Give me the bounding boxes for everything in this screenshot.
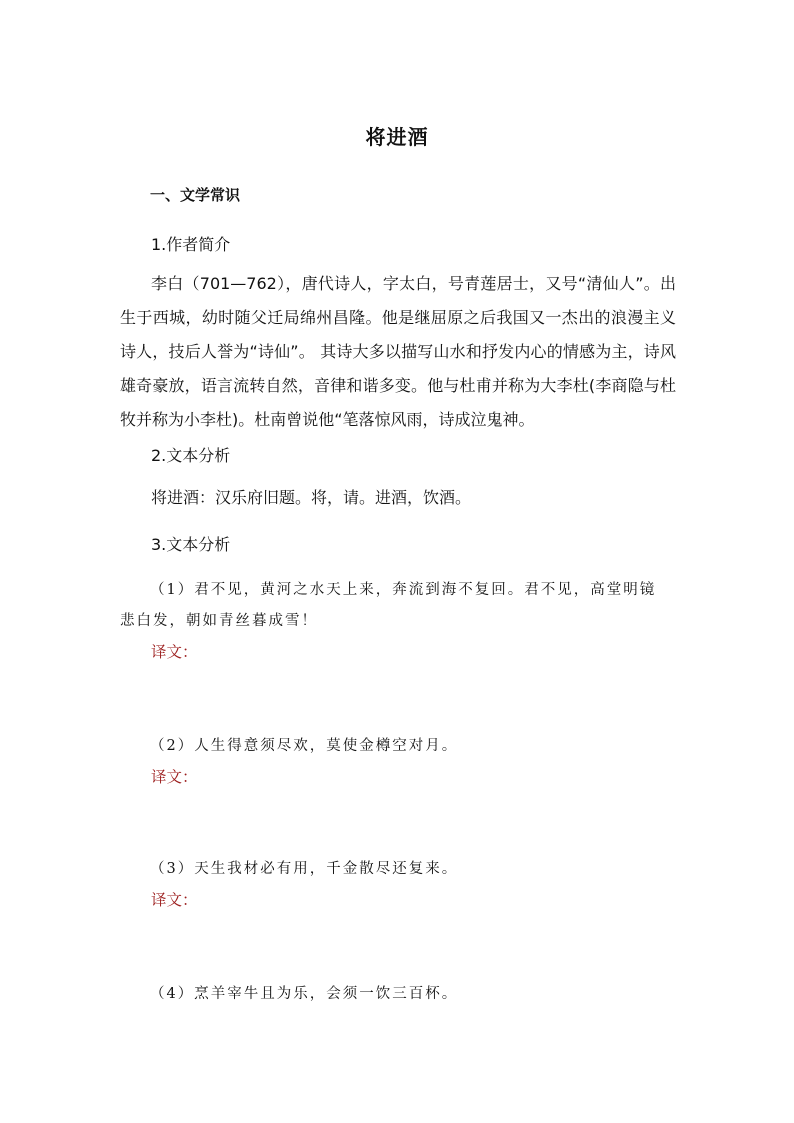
translation-label-2: 译文： — [151, 768, 198, 786]
translation-label-3: 译文： — [151, 891, 198, 909]
poem-line-1a: （1）君不见，黄河之水天上来，奔流到海不复回。君不见，高堂明镜 — [150, 582, 657, 598]
poem-line-3: （3）天生我材必有用，千金散尽还复来。 — [150, 861, 459, 877]
poem-line-2: （2）人生得意须尽欢，莫使金樽空对月。 — [150, 738, 459, 754]
subheading-text-analysis-1: 2.文本分析 — [151, 446, 231, 465]
author-bio-paragraph: 李白（701—762），唐代诗人，字太白，号青莲居士，又号“清仙人”。出生于西城，幼时随父迁局绵州昌隆。他是继屈原之后我国又一杰出的浪漫主义诗人，技后人誉为“诗仙”。 其诗大多以描写山水和抒发内心的情感为主，诗风雄奇豪放，语言流转自然，音律和谐多变。他与杜甫并称为大李杜(李商隐与杜牧并称为小李杜)。杜南曾说他“笔落惊风雨，诗成泣鬼神。 — [120, 274, 676, 429]
document-title: 将进酒 — [365, 125, 429, 149]
subheading-text-analysis-2: 3.文本分析 — [151, 535, 231, 554]
translation-label-1: 译文： — [151, 643, 198, 661]
subheading-author-intro: 1.作者简介 — [151, 235, 231, 254]
poem-line-1b: 悲白发，朝如青丝暮成雪！ — [120, 613, 318, 629]
section-heading-literary-knowledge: 一、文学常识 — [150, 186, 241, 204]
title-explanation: 将进酒：汉乐府旧题。将，请。进酒，饮酒。 — [151, 488, 472, 507]
poem-line-4: （4）烹羊宰牛且为乐，会须一饮三百杯。 — [150, 986, 459, 1002]
